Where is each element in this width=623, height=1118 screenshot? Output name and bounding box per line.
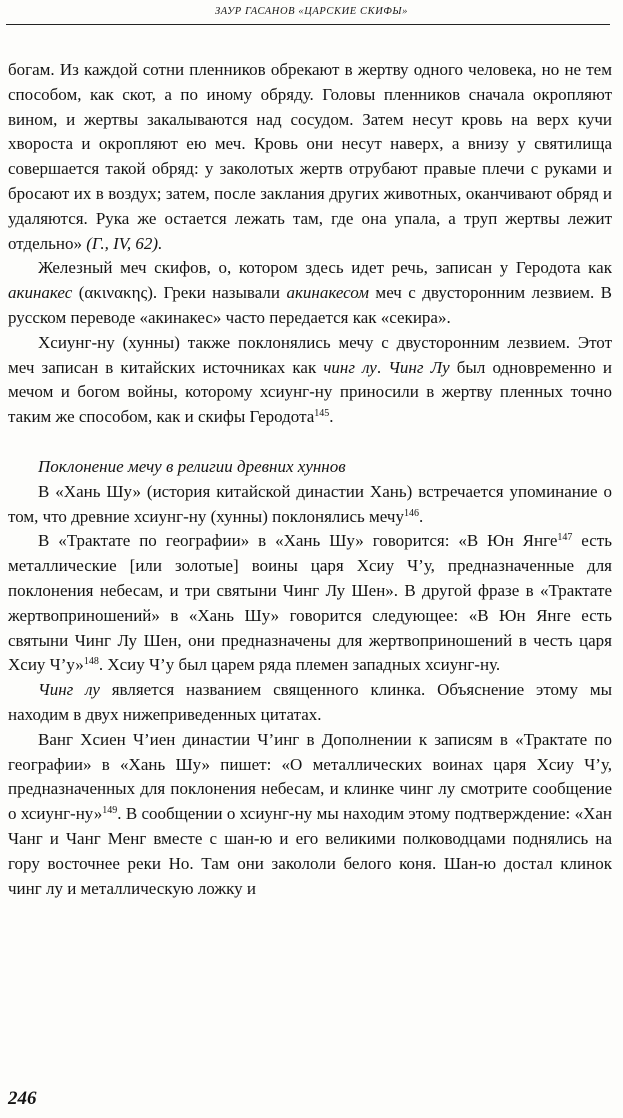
italic-text: (Г., IV, 62). <box>86 233 163 253</box>
text-run: . <box>329 407 334 427</box>
text-run: . В сообщении о хсиунг-ну мы находим этому подтверждение: «Хан Чанг и Чанг Менг вместе с шан-ю и его великими полководцами поднялись на гору восточнее реки Но. Там они закололи белого коня. Шан-ю достал клинок чинг лу и металлическую ложку и <box>8 804 612 898</box>
text-run: . <box>418 506 424 526</box>
text-run: является названием священного клинка. Объяснение этому мы находим в двух нижеприведенных цитатах. <box>8 680 612 724</box>
italic-text: акинакесом <box>286 283 369 303</box>
italic-text: Чинг лу <box>38 680 100 700</box>
text-run: . <box>376 357 389 377</box>
footnote-ref: 148 <box>83 656 99 668</box>
text-run: Хсиунг-ну (хунны) также поклонялись мечу с двусторонним лезвием. Этот меч записан в китайских источниках как <box>8 332 612 377</box>
text-run: богам. Из каждой сотни пленников обрекают в жертву одного человека, но не тем способом, как скот, а по иному обряду. Головы пленников сначала окропляют вином, и жертвы закалываются над сосудом. Затем несут кровь на верх кучи хвороста и окропляют ею меч. Кровь они несут наверх, а внизу у святилища совершается такой обряд: у заколотых жертв отрубают правые плечи с руками и бросают их в воздух; затем, после заклания других животных, оканчивают обряд и удаляются. Рука же остается лежать там, где она упала, а труп жертвы лежит отдельно» <box>8 60 612 253</box>
paragraph <box>8 678 612 728</box>
footnote-ref: 146 <box>403 507 419 519</box>
footnote-ref: 145 <box>314 408 330 420</box>
italic-text: чинг лу <box>323 357 377 377</box>
text-run: (ακινακης). Греки называли <box>72 283 287 303</box>
paragraph <box>8 58 612 256</box>
text-run: Поклонение мечу в религии древних хуннов <box>38 456 346 476</box>
text-run: В «Трактате по географии» в «Хань Шу» говорится: «В Юн Янге <box>38 531 558 551</box>
paragraph <box>8 256 612 330</box>
running-head: ЗАУР ГАСАНОВ «ЦАРСКИЕ СКИФЫ» <box>214 6 409 17</box>
footnote-ref: 147 <box>557 532 573 544</box>
section-heading <box>8 455 612 480</box>
text-run: был одновременно и мечом и богом войны, которому хсиунг-ну приносили в жертву пленных точно таким же способом, как и скифы Геродота <box>8 357 612 427</box>
text-run: В «Хань Шу» (история китайской династии Хань) встречается упоминание о том, что древние хсиунг-ну (хунны) поклонялись мечу <box>8 481 612 526</box>
text-run: Ванг Хсиен Ч’иен династии Ч’инг в Дополнении к записям в «Трактате по географии» в «Хань Шу» пишет: «О металлических воинах царя Хсиу Ч’у, предназначенных для поклонения небесам, и клинке чинг лу смотрите сообщение о хсиунг-ну» <box>8 729 612 824</box>
italic-text: акинакес <box>8 283 73 303</box>
paragraph <box>8 480 612 530</box>
text-run: есть металлические [или золотые] воины царя Хсиу Ч’у, предназначенные для поклонения небесам, и три святыни Чинг Лу Шен». В другой фразе в «Трактате жертвоприношений» в «Хань Шу» говорится следующее: «В Юн Янге есть святыни Чинг Лу Шен, они предназначены для жертвоприношений в честь царя Хсиу Ч’у» <box>8 531 612 675</box>
text-run: меч с двусторонним лезвием. В русском переводе «акинакес» часто передается как «секира». <box>8 283 613 327</box>
paragraph <box>8 529 612 678</box>
text-run: Железный меч скифов, о, котором здесь идет речь, записан у Геродота как <box>38 258 612 278</box>
page-number: 246 <box>8 1088 37 1109</box>
paragraph <box>8 331 612 430</box>
italic-text: Чинг Лу <box>388 357 450 377</box>
text-run: . Хсиу Ч’у был царем ряда племен западных хсиунг-ну. <box>98 655 501 675</box>
body-text <box>8 58 612 901</box>
header-rule <box>6 24 610 25</box>
paragraph <box>8 728 612 902</box>
footnote-ref: 149 <box>102 805 118 817</box>
